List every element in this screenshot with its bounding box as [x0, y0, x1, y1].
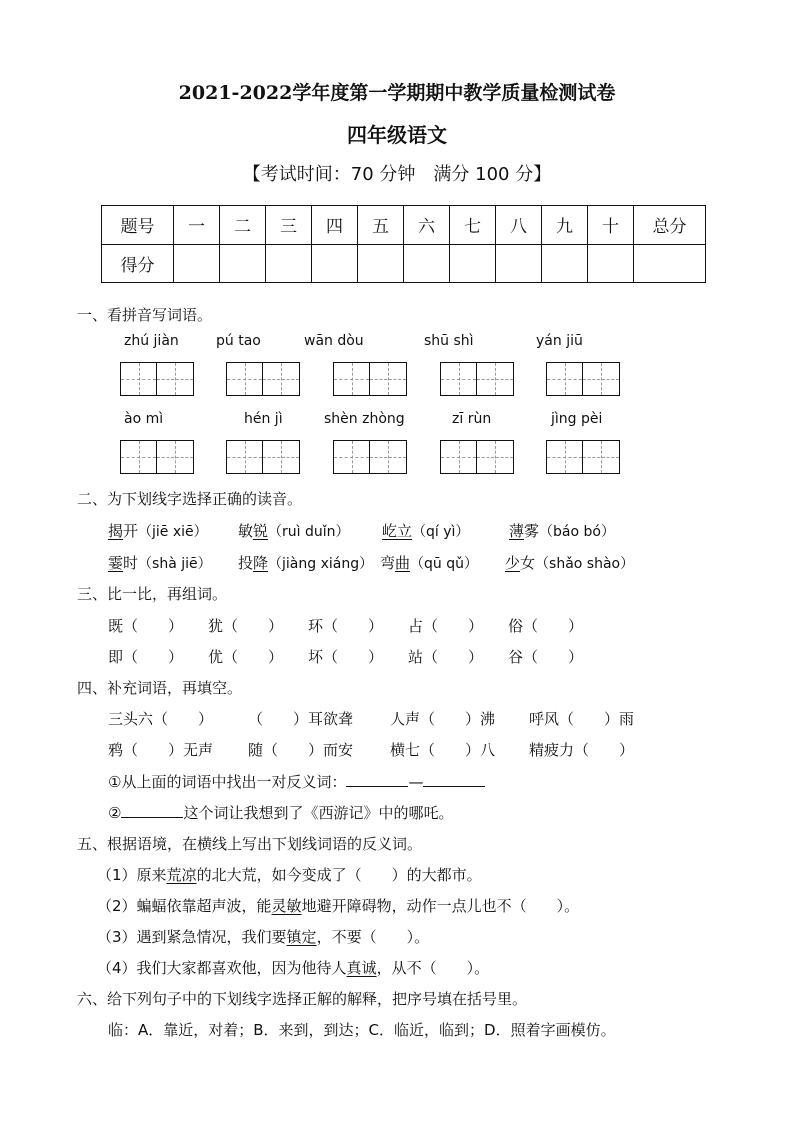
score-header-cell: 七: [450, 206, 496, 245]
pronunciation-item: [108, 552, 212, 573]
compare-item: 站（ ）: [408, 648, 484, 666]
score-cell[interactable]: [404, 244, 450, 283]
answer-blank[interactable]: [423, 772, 485, 787]
question-text: （1）原来: [97, 866, 167, 884]
pinyin-options: （jiàng xiáng）: [268, 556, 374, 572]
question-text: ，从不（ ）。: [376, 959, 490, 977]
pinyin-label: ào mì: [124, 411, 164, 427]
pinyin-label: wān dòu: [304, 333, 364, 349]
question-text: 这个词让我想到了《西游记》中的哪吒。: [183, 804, 454, 822]
pronunciation-item: [108, 520, 208, 541]
idiom-item: （ ）耳欲聋: [248, 710, 354, 728]
pinyin-label: jìng pèi: [551, 411, 603, 427]
pinyin-label: hén jì: [244, 411, 283, 427]
score-header-cell: 三: [266, 206, 312, 245]
antonym-question: [97, 957, 489, 978]
score-cell[interactable]: [588, 244, 634, 283]
score-header-cell: 十: [588, 206, 634, 245]
idiom-item: 鸦（ ）无声: [108, 741, 214, 759]
writing-grid[interactable]: [546, 362, 620, 396]
section2-heading: 二、为下划线字选择正确的读音。: [77, 490, 303, 508]
score-header-cell: 五: [358, 206, 404, 245]
score-cell[interactable]: [634, 244, 706, 283]
compare-item: 谷（ ）: [508, 648, 584, 666]
pinyin-label: yán jiū: [536, 333, 583, 349]
answer-blank[interactable]: [346, 772, 408, 787]
score-header-cell: 六: [404, 206, 450, 245]
underlined-char: 降: [253, 554, 269, 572]
score-cell[interactable]: [496, 244, 542, 283]
score-header-cell: 总分: [634, 206, 706, 245]
score-cell[interactable]: [220, 244, 266, 283]
pinyin-options: （báo bó）: [539, 524, 615, 540]
underlined-char: 少: [505, 554, 521, 572]
writing-grid[interactable]: [226, 362, 300, 396]
pinyin-options: （qū qǔ）: [410, 556, 479, 572]
score-header-cell: 八: [496, 206, 542, 245]
item-text: 弯: [380, 554, 396, 572]
idiom-item: 精疲力（ ）: [529, 741, 635, 759]
pinyin-options: （jiē xiē）: [138, 524, 208, 540]
writing-grid[interactable]: [333, 440, 407, 474]
nezha-question: [108, 802, 453, 823]
pronunciation-item: [238, 552, 373, 573]
compare-item: 占（ ）: [408, 617, 484, 635]
underlined-char: 霎: [108, 554, 124, 572]
pinyin-options: （ruì duǐn）: [268, 524, 350, 540]
exam-info: 【考试时间：70 分钟 满分 100 分】: [242, 164, 552, 185]
underlined-char: 屹立: [382, 522, 413, 540]
underlined-char: 揭: [108, 522, 124, 540]
score-header-cell: 二: [220, 206, 266, 245]
underlined-word: 镇定: [286, 928, 317, 946]
pinyin-label: zī rùn: [452, 411, 492, 427]
compare-item: 既（ ）: [108, 617, 184, 635]
compare-item: 环（ ）: [308, 617, 384, 635]
question-text: ，不要（ ）。: [316, 928, 430, 946]
writing-grid[interactable]: [120, 440, 194, 474]
score-header-cell: 九: [542, 206, 588, 245]
question-text: （4）我们大家都喜欢他，因为他待人: [97, 959, 347, 977]
pronunciation-item: [382, 520, 469, 541]
answer-blank[interactable]: [121, 803, 183, 818]
score-table-score-row: [102, 244, 706, 283]
pronunciation-item: [505, 552, 634, 573]
score-table: [101, 205, 706, 283]
idiom-item: 三头六（ ）: [108, 710, 214, 728]
definition-options: 临：A．靠近，对着；B．来到，到达；C．临近，临到；D．照着字画模仿。: [108, 1021, 616, 1039]
section1-heading: 一、看拼音写词语。: [77, 306, 213, 324]
question-text: 的北大荒，如今变成了（ ）的大都市。: [196, 866, 482, 884]
item-text: 雾: [524, 522, 540, 540]
item-text: 敏: [238, 522, 254, 540]
exam-subtitle: 四年级语文: [347, 123, 447, 147]
question-number: ②: [108, 804, 122, 822]
separator: —: [408, 773, 424, 791]
idiom-item: 随（ ）而安: [248, 741, 354, 759]
idiom-item: 呼风（ ）雨: [529, 710, 635, 728]
writing-grid[interactable]: [333, 362, 407, 396]
antonym-question: [97, 864, 482, 885]
score-header-cell: 一: [174, 206, 220, 245]
writing-grid[interactable]: [120, 362, 194, 396]
writing-grid[interactable]: [440, 362, 514, 396]
item-text: 时: [123, 554, 139, 572]
pinyin-label: zhú jiàn: [124, 333, 179, 349]
score-cell[interactable]: [450, 244, 496, 283]
pinyin-label: shèn zhòng: [324, 411, 405, 427]
pinyin-label: pú tao: [216, 333, 261, 349]
compare-item: 坏（ ）: [308, 648, 384, 666]
pinyin-options: （shǎo shào）: [535, 556, 635, 572]
pronunciation-item: [509, 520, 615, 541]
compare-item: 犹（ ）: [208, 617, 284, 635]
section3-heading: 三、比一比，再组词。: [77, 585, 228, 603]
exam-title: 2021-2022学年度第一学期期中教学质量检测试卷: [178, 82, 616, 104]
item-text: 投: [238, 554, 254, 572]
writing-grid[interactable]: [546, 440, 620, 474]
section5-heading: 五、根据语境，在横线上写出下划线词语的反义词。: [77, 835, 423, 853]
score-header-cell: 四: [312, 206, 358, 245]
section4-heading: 四、补充词语，再填空。: [77, 679, 243, 697]
question-text: （3）遇到紧急情况，我们要: [97, 928, 287, 946]
item-text: 女: [520, 554, 536, 572]
antonym-question: [97, 926, 429, 947]
compare-item: 俗（ ）: [508, 617, 584, 635]
question-text: （2）蝙蝠依靠超声波，能: [97, 897, 272, 915]
compare-item: 即（ ）: [108, 648, 184, 666]
underlined-char: 曲: [395, 554, 411, 572]
question-text: 地避开障碍物，动作一点儿也不（ ）。: [301, 897, 580, 915]
underlined-char: 薄: [509, 522, 525, 540]
item-text: 开: [123, 522, 139, 540]
score-table-header-row: [102, 206, 706, 245]
pinyin-label: shū shì: [424, 333, 474, 349]
score-cell[interactable]: [542, 244, 588, 283]
pinyin-options: （qí yì）: [412, 524, 470, 540]
score-header-cell: 题号: [102, 206, 174, 245]
compare-item: 优（ ）: [208, 648, 284, 666]
underlined-char: 锐: [253, 522, 269, 540]
score-cell[interactable]: [266, 244, 312, 283]
writing-grid[interactable]: [440, 440, 514, 474]
score-cell[interactable]: [312, 244, 358, 283]
writing-grid[interactable]: [226, 440, 300, 474]
score-cell[interactable]: [358, 244, 404, 283]
section6-heading: 六、给下列句子中的下划线字选择正解的解释，把序号填在括号里。: [77, 990, 528, 1008]
pinyin-options: （shà jiē）: [138, 556, 212, 572]
idiom-item: 人声（ ）沸: [390, 710, 496, 728]
pronunciation-item: [238, 520, 350, 541]
underlined-word: 灵敏: [271, 897, 302, 915]
question-text: ①从上面的词语中找出一对反义词：: [108, 773, 347, 791]
score-cell[interactable]: [174, 244, 220, 283]
antonym-question: [97, 895, 579, 916]
underlined-word: 真诚: [346, 959, 377, 977]
antonym-pair-question: [108, 771, 485, 792]
idiom-item: 横七（ ）八: [390, 741, 496, 759]
score-row-label: 得分: [102, 244, 174, 283]
underlined-word: 荒凉: [166, 866, 197, 884]
pronunciation-item: [380, 552, 478, 573]
